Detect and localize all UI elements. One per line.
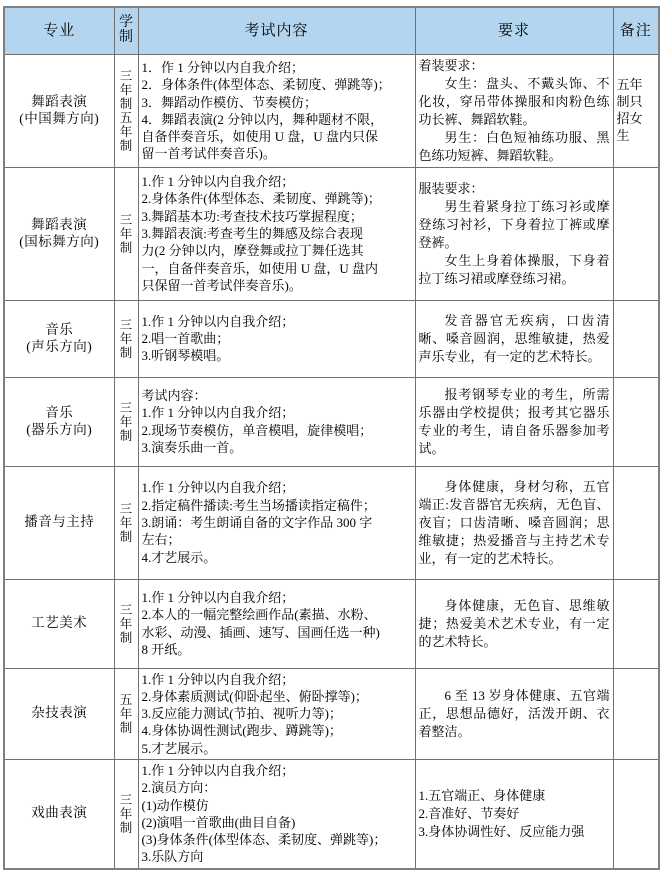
school-system-char: 五: [119, 110, 133, 125]
cell-major: [4, 668, 114, 759]
major-line: (国标舞方向): [19, 233, 100, 249]
major-line: 舞蹈表演: [31, 216, 88, 232]
requirement-line: 2.音准好、节奏好: [418, 805, 520, 821]
major-line: 音乐: [45, 321, 74, 337]
school-system-char: 制: [119, 96, 133, 111]
cell-exam-content: [138, 377, 415, 466]
cell-school-system: [114, 579, 138, 668]
cell-remark: [613, 55, 659, 168]
exam-content-line: 3.舞蹈基本功:考查技术技巧掌握程度；: [141, 208, 363, 224]
cell-major: [4, 300, 114, 377]
cell-school-system: [114, 300, 138, 377]
major-line: 工艺美术: [31, 615, 88, 631]
cell-remark: [613, 377, 659, 466]
school-system-char: 年: [119, 706, 133, 721]
table-row: [4, 579, 659, 668]
school-system-char: 制: [119, 630, 133, 645]
exam-content-line: 1.作 1 分钟以内自我介绍；: [141, 590, 295, 606]
exam-content-line: 3.乐队方向: [141, 849, 204, 865]
school-system-char: 年: [119, 331, 133, 346]
cell-exam-content: [138, 55, 415, 168]
header-row: [4, 7, 659, 55]
major-line: (声乐方向): [26, 338, 93, 354]
cell-exam-content: [138, 668, 415, 759]
school-system-char: 制: [119, 820, 133, 835]
header-school-system: [114, 7, 138, 55]
cell-major: [4, 760, 114, 869]
exam-content-line: 留一首考试伴奏音乐)。: [141, 146, 276, 162]
cell-school-system: [114, 760, 138, 869]
exam-content-line: (1)动作模仿: [141, 797, 209, 813]
exam-content-line: 只保留一首考试伴奏音乐)。: [141, 277, 302, 293]
exam-content-line: 1．作 1 分钟以内自我介绍；: [141, 59, 305, 75]
school-system-char: 制: [119, 240, 133, 255]
school-system-char: 年: [119, 226, 133, 241]
cell-requirement: [415, 377, 613, 466]
exam-content-line: 水彩、动漫、插画、速写、国画任选一种): [141, 624, 380, 640]
major-line: 戏曲表演: [31, 805, 88, 821]
cell-exam-content: [138, 466, 415, 579]
major-line: (中国舞方向): [19, 110, 100, 126]
cell-remark: [613, 300, 659, 377]
exam-content-line: 3.听钢琴模唱。: [141, 348, 230, 364]
cell-school-system: [114, 377, 138, 466]
table-row: [4, 668, 659, 759]
exam-content-line: 3.演奏乐曲一首。: [141, 439, 243, 455]
exam-content-line: 1.作 1 分钟以内自我介绍；: [141, 671, 295, 687]
requirement-line: 女生上身着体操服，下身着拉丁练习裙或摩登练习裙。: [418, 252, 610, 286]
school-system-char: 制: [119, 720, 133, 735]
exam-content-line: 3.舞蹈表演:考查考生的舞感及综合表现: [141, 225, 363, 241]
school-system-char: 制: [119, 529, 133, 544]
exam-content-line: 考试内容：: [141, 388, 207, 404]
table-row: [4, 466, 659, 579]
header-major: 专业: [4, 7, 114, 55]
exam-content-line: 2.本人的一幅完整绘画作品(素描、水粉、: [141, 607, 377, 623]
exam-content-line: 1.作 1 分钟以内自我介绍；: [141, 174, 295, 190]
exam-content-line: 力(2 分钟以内，摩登舞或拉丁舞任选其: [141, 243, 364, 259]
major-line: 音乐: [45, 404, 74, 420]
exam-content-line: 4．舞蹈表演(2 分钟以内，舞种题材不限，: [141, 111, 384, 127]
school-system-char: 年: [119, 806, 133, 821]
requirement-line: 女生：盘头、不戴头饰、不化妆，穿吊带体操服和肉粉色练功长裤、舞蹈软鞋。: [418, 75, 610, 127]
requirement-line: 身体健康，身材匀称，五官端正:发音器官无疾病，无色盲、夜盲；口齿清晰、嗓音圆润；思维敏捷；热爱播音与主持艺术专业，有一定的艺术特长。: [418, 478, 610, 566]
major-line: 杂技表演: [31, 705, 88, 721]
school-system-char: 年: [119, 124, 133, 139]
requirement-line: 发音器官无疾病，口齿清晰、嗓音圆润，思维敏捷，热爱声乐专业，有一定的艺术特长。: [418, 312, 610, 364]
cell-major: [4, 466, 114, 579]
exam-content-line: 4.身体协调性测试(跑步、蹲跳等)；: [141, 723, 342, 739]
requirement-line: 着装要求：: [418, 58, 484, 73]
cell-requirement: [415, 300, 613, 377]
table-row: [4, 300, 659, 377]
cell-school-system: [114, 167, 138, 300]
cell-requirement: [415, 466, 613, 579]
school-system-char: 制: [119, 345, 133, 360]
cell-remark: [613, 579, 659, 668]
cell-school-system: [114, 668, 138, 759]
table-row: [4, 167, 659, 300]
exam-content-line: 1.作 1 分钟以内自我介绍；: [141, 763, 295, 779]
major-line: 舞蹈表演: [31, 93, 88, 109]
exam-content-line: 5.才艺展示。: [141, 740, 217, 756]
school-system-char: 制: [119, 138, 133, 153]
exam-content-line: 3.反应能力测试(节拍、视听力等)；: [141, 706, 342, 722]
exam-content-line: 左右；: [141, 532, 181, 548]
header-requirement: 要求: [415, 7, 613, 55]
admission-exam-table: [3, 6, 660, 870]
requirement-line: 1.五官端正、身体健康: [418, 787, 546, 803]
major-line: 播音与主持: [24, 514, 95, 530]
school-system-char: 三: [119, 602, 133, 617]
cell-requirement: [415, 668, 613, 759]
cell-exam-content: [138, 300, 415, 377]
school-system-char: 五: [119, 692, 133, 707]
table-row: [4, 377, 659, 466]
school-system-char: 三: [119, 68, 133, 83]
exam-content-line: 2.现场节奏模仿，单音模唱，旋律模唱；: [141, 422, 373, 438]
school-system-char: 三: [119, 317, 133, 332]
cell-requirement: [415, 579, 613, 668]
school-system-char: 三: [119, 792, 133, 807]
school-system-char: 年: [119, 515, 133, 530]
header-remark: 备注: [613, 7, 659, 55]
school-system-char: 年: [119, 616, 133, 631]
requirement-line: 男生着紧身拉丁练习衫或摩登练习衬衫，下身着拉丁裤或摩登裤。: [418, 198, 610, 250]
exam-content-line: 1.作 1 分钟以内自我介绍；: [141, 480, 295, 496]
remark-text: 五年制只招女生: [616, 77, 643, 143]
requirement-line: 6 至 13 岁身体健康、五官端正，思想品德好，活泼开朗、衣着整洁。: [418, 687, 610, 739]
school-system-char: 制: [119, 428, 133, 443]
requirement-line: 服装要求：: [418, 180, 484, 196]
header-school-system-char2: 制: [119, 30, 133, 45]
school-system-char: 年: [119, 82, 133, 97]
requirement-line: 男生：白色短袖练功服、黑色练功短裤、舞蹈软鞋。: [418, 129, 610, 163]
exam-content-line: (3)身体条件(体型体态、柔韧度、弹跳等)；: [141, 832, 387, 848]
exam-content-line: 2.唱一首歌曲；: [141, 330, 230, 346]
exam-content-line: 自备伴奏音乐，如使用 U 盘，U 盘内只保: [141, 129, 379, 145]
cell-requirement: [415, 167, 613, 300]
table-row: [4, 760, 659, 869]
cell-school-system: [114, 466, 138, 579]
exam-content-line: 3.朗诵：考生朗诵自备的文字作品 300 字: [141, 514, 373, 530]
school-system-char: 三: [119, 400, 133, 415]
exam-content-line: 4.才艺展示。: [141, 549, 217, 565]
cell-remark: [613, 668, 659, 759]
cell-exam-content: [138, 579, 415, 668]
cell-remark: [613, 760, 659, 869]
exam-content-line: 1.作 1 分钟以内自我介绍；: [141, 405, 295, 421]
exam-content-line: 2.身体条件(体型体态、柔韧度、弹跳等)；: [141, 191, 381, 207]
requirement-line: 报考钢琴专业的考生，所需乐器由学校提供；报考其它器乐专业的考生，请自备乐器参加考试。: [418, 386, 610, 456]
table-body: [4, 55, 659, 869]
school-system-char: 年: [119, 414, 133, 429]
exam-content-line: 一，自备伴奏音乐，如使用 U 盘，U 盘内: [141, 260, 379, 276]
exam-content-line: 2．身体条件(体型体态、柔韧度、弹跳等)；: [141, 77, 391, 93]
cell-major: [4, 377, 114, 466]
requirement-line: 身体健康，无色盲、思维敏捷；热爱美术艺术专业，有一定的艺术特长。: [418, 597, 610, 649]
exam-content-line: (2)演唱一首歌曲(曲目自备): [141, 814, 296, 830]
header-school-system-char1: 学: [119, 15, 133, 31]
cell-exam-content: [138, 167, 415, 300]
cell-requirement: [415, 760, 613, 869]
cell-school-system: [114, 55, 138, 168]
cell-requirement: [415, 55, 613, 168]
header-exam-content: 考试内容: [138, 7, 415, 55]
cell-major: [4, 55, 114, 168]
exam-content-line: 1.作 1 分钟以内自我介绍；: [141, 313, 295, 329]
cell-major: [4, 579, 114, 668]
cell-remark: [613, 466, 659, 579]
school-system-char: 三: [119, 212, 133, 227]
exam-content-line: 2.指定稿件播读:考生当场播读指定稿件；: [141, 497, 376, 513]
table-row: [4, 55, 659, 168]
exam-content-line: 2.身体素质测试(仰卧起坐、俯卧撑等)；: [141, 688, 368, 704]
table-header: [4, 7, 659, 55]
requirement-line: 3.身体协调性好、反应能力强: [418, 823, 585, 839]
exam-content-line: 2.演员方向：: [141, 780, 217, 796]
school-system-char: 三: [119, 501, 133, 516]
exam-content-line: 3．舞蹈动作模仿、节奏模仿；: [141, 94, 318, 110]
major-line: (器乐方向): [26, 421, 93, 437]
exam-content-line: 8 开纸。: [141, 641, 191, 657]
cell-remark: [613, 167, 659, 300]
cell-major: [4, 167, 114, 300]
cell-exam-content: [138, 760, 415, 869]
